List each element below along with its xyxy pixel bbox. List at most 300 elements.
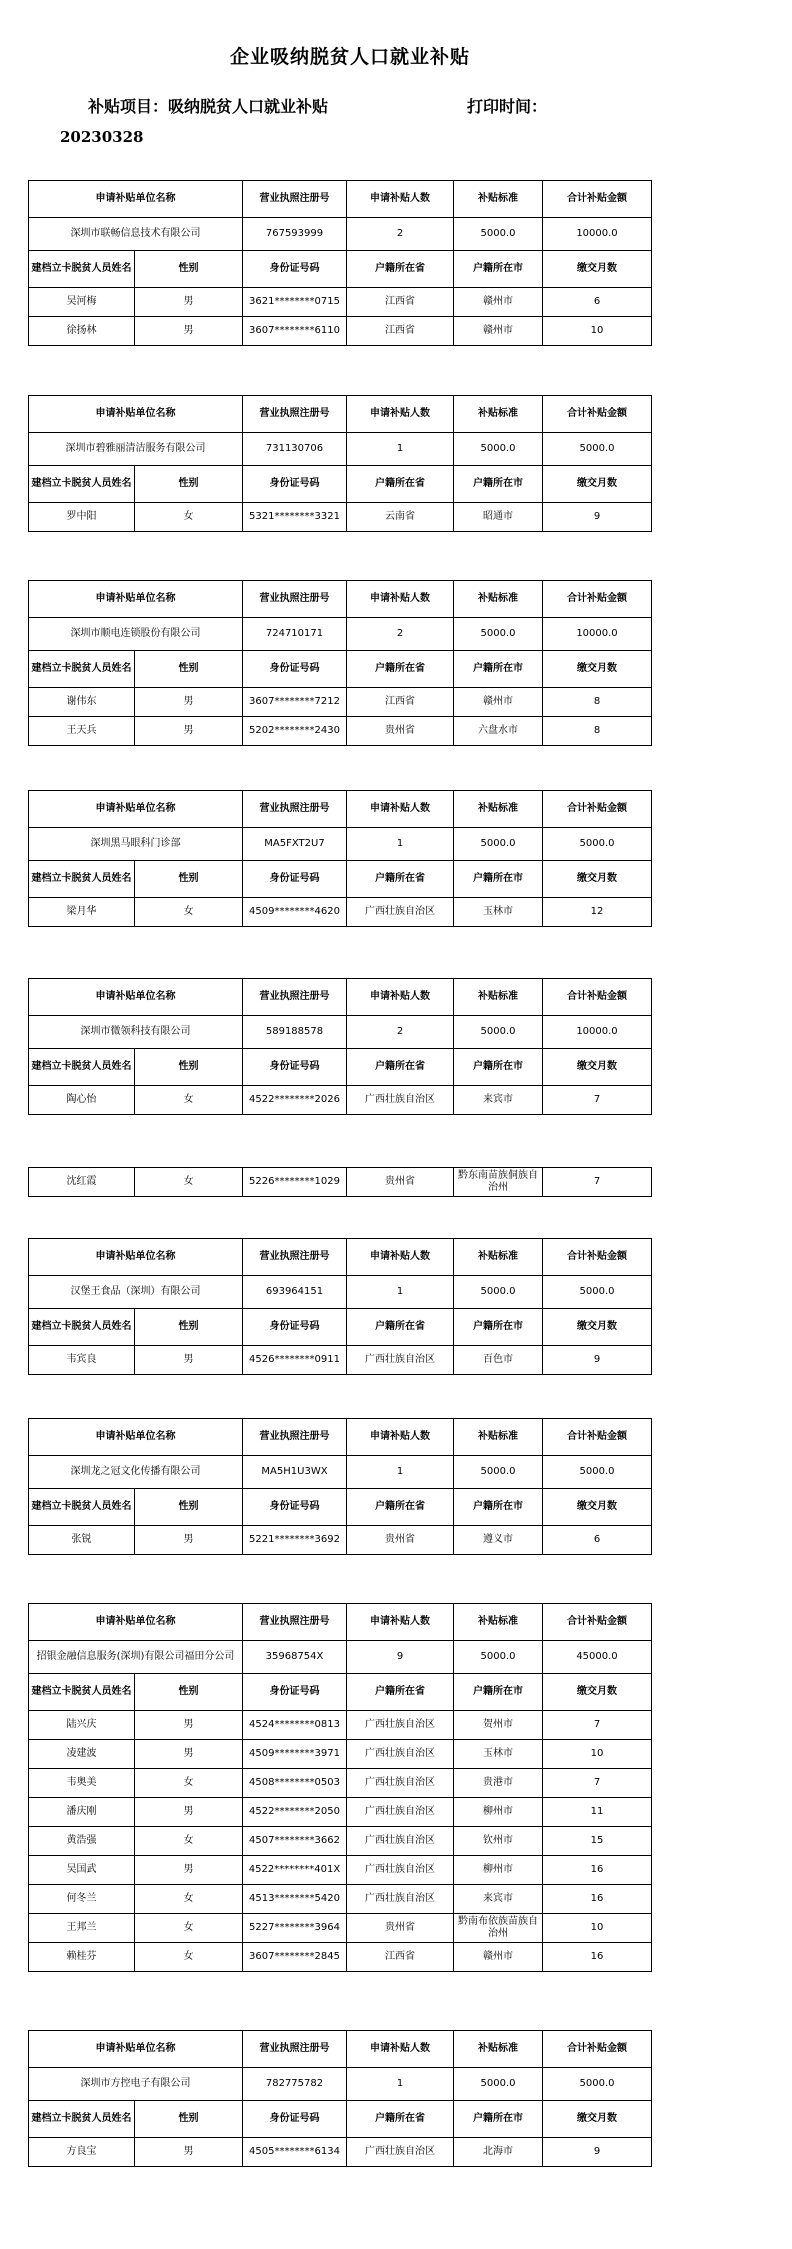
person-gender: 男 — [135, 317, 243, 346]
city-header: 户籍所在市 — [454, 861, 543, 898]
subsidy-standard: 5000.0 — [454, 433, 543, 466]
total-header: 合计补贴金额 — [543, 581, 652, 618]
person-gender: 女 — [135, 1914, 243, 1943]
person-name: 韦宾良 — [29, 1346, 135, 1375]
person-province: 广西壮族自治区 — [347, 1346, 454, 1375]
subsidy-total: 10000.0 — [543, 618, 652, 651]
person-months: 12 — [543, 898, 652, 927]
license-header: 营业执照注册号 — [243, 396, 347, 433]
person-name: 罗中阳 — [29, 503, 135, 532]
person-row — [29, 688, 652, 717]
province-header: 户籍所在省 — [347, 466, 454, 503]
months-header: 缴交月数 — [543, 651, 652, 688]
subsidy-block — [28, 1418, 652, 1555]
company-row — [29, 1016, 652, 1049]
person-header-row — [29, 1489, 652, 1526]
person-gender: 女 — [135, 1168, 243, 1197]
person-gender: 男 — [135, 717, 243, 746]
city-header: 户籍所在市 — [454, 1489, 543, 1526]
person-province: 广西壮族自治区 — [347, 1086, 454, 1115]
person-row — [29, 1526, 652, 1555]
meta-line — [88, 94, 548, 117]
person-header-row — [29, 251, 652, 288]
person-months: 6 — [543, 288, 652, 317]
person-months: 7 — [543, 1711, 652, 1740]
company-header: 申请补贴单位名称 — [29, 581, 243, 618]
person-gender: 男 — [135, 1346, 243, 1375]
person-id: 5221********3692 — [243, 1526, 347, 1555]
person-name: 陆兴庆 — [29, 1711, 135, 1740]
person-city: 北海市 — [454, 2138, 543, 2167]
applicant-count: 2 — [347, 218, 454, 251]
company-name: 汉堡王食品（深圳）有限公司 — [29, 1276, 243, 1309]
person-id: 3621********0715 — [243, 288, 347, 317]
person-province: 江西省 — [347, 1943, 454, 1972]
standard-header: 补贴标准 — [454, 979, 543, 1016]
license-number: 724710171 — [243, 618, 347, 651]
gender-header: 性别 — [135, 861, 243, 898]
person-row — [29, 1827, 652, 1856]
person-city: 赣州市 — [454, 1943, 543, 1972]
company-header: 申请补贴单位名称 — [29, 791, 243, 828]
gender-header: 性别 — [135, 651, 243, 688]
id-header: 身份证号码 — [243, 466, 347, 503]
person-id: 5227********3964 — [243, 1914, 347, 1943]
company-header-row — [29, 581, 652, 618]
person-row — [29, 1711, 652, 1740]
subsidy-block — [28, 180, 652, 346]
count-header: 申请补贴人数 — [347, 791, 454, 828]
gender-header: 性别 — [135, 1489, 243, 1526]
person-id: 4522********2050 — [243, 1798, 347, 1827]
person-id: 4507********3662 — [243, 1827, 347, 1856]
person-name: 梁月华 — [29, 898, 135, 927]
person-name: 张锐 — [29, 1526, 135, 1555]
person-months: 10 — [543, 1740, 652, 1769]
count-header: 申请补贴人数 — [347, 1604, 454, 1641]
subsidy-total: 5000.0 — [543, 1276, 652, 1309]
person-months: 7 — [543, 1769, 652, 1798]
subsidy-total: 5000.0 — [543, 828, 652, 861]
person-gender: 女 — [135, 898, 243, 927]
license-header: 营业执照注册号 — [243, 581, 347, 618]
count-header: 申请补贴人数 — [347, 396, 454, 433]
city-header: 户籍所在市 — [454, 1049, 543, 1086]
person-months: 10 — [543, 317, 652, 346]
license-header: 营业执照注册号 — [243, 1604, 347, 1641]
company-row — [29, 433, 652, 466]
person-months: 8 — [543, 717, 652, 746]
person-city: 黔东南苗族侗族自治州 — [454, 1168, 543, 1197]
standard-header: 补贴标准 — [454, 1419, 543, 1456]
standard-header: 补贴标准 — [454, 791, 543, 828]
person-months: 11 — [543, 1798, 652, 1827]
standard-header: 补贴标准 — [454, 1604, 543, 1641]
company-name: 深圳黑马眼科门诊部 — [29, 828, 243, 861]
person-city: 赣州市 — [454, 288, 543, 317]
company-name: 深圳市微领科技有限公司 — [29, 1016, 243, 1049]
person-months: 6 — [543, 1526, 652, 1555]
subsidy-total: 5000.0 — [543, 1456, 652, 1489]
person-name: 谢伟东 — [29, 688, 135, 717]
province-header: 户籍所在省 — [347, 651, 454, 688]
subsidy-total: 5000.0 — [543, 2068, 652, 2101]
person-name: 何冬兰 — [29, 1885, 135, 1914]
province-header: 户籍所在省 — [347, 861, 454, 898]
city-header: 户籍所在市 — [454, 251, 543, 288]
gender-header: 性别 — [135, 1049, 243, 1086]
company-header: 申请补贴单位名称 — [29, 181, 243, 218]
city-header: 户籍所在市 — [454, 651, 543, 688]
person-city: 贺州市 — [454, 1711, 543, 1740]
person-row — [29, 1769, 652, 1798]
company-header-row — [29, 396, 652, 433]
months-header: 缴交月数 — [543, 251, 652, 288]
subsidy-block — [28, 1238, 652, 1375]
count-header: 申请补贴人数 — [347, 1239, 454, 1276]
person-city: 贵港市 — [454, 1769, 543, 1798]
person-province: 广西壮族自治区 — [347, 2138, 454, 2167]
company-row — [29, 1456, 652, 1489]
person-gender: 女 — [135, 1943, 243, 1972]
person-name: 陶心怡 — [29, 1086, 135, 1115]
total-header: 合计补贴金额 — [543, 396, 652, 433]
id-header: 身份证号码 — [243, 1049, 347, 1086]
person-city: 柳州市 — [454, 1798, 543, 1827]
person-id: 4526********0911 — [243, 1346, 347, 1375]
count-header: 申请补贴人数 — [347, 1419, 454, 1456]
person-name-header: 建档立卡脱贫人员姓名 — [29, 251, 135, 288]
continuation-row-table — [28, 1167, 652, 1197]
person-months: 7 — [543, 1086, 652, 1115]
person-city: 昭通市 — [454, 503, 543, 532]
person-id: 4513********5420 — [243, 1885, 347, 1914]
months-header: 缴交月数 — [543, 1309, 652, 1346]
person-gender: 男 — [135, 688, 243, 717]
person-name: 吴河梅 — [29, 288, 135, 317]
person-row — [29, 2138, 652, 2167]
applicant-count: 2 — [347, 618, 454, 651]
company-name: 深圳市顺电连锁股份有限公司 — [29, 618, 243, 651]
person-id: 3607********6110 — [243, 317, 347, 346]
person-months: 7 — [543, 1168, 652, 1197]
person-province: 贵州省 — [347, 1168, 454, 1197]
person-name: 凌建波 — [29, 1740, 135, 1769]
person-gender: 男 — [135, 2138, 243, 2167]
city-header: 户籍所在市 — [454, 1309, 543, 1346]
person-row — [29, 1798, 652, 1827]
gender-header: 性别 — [135, 466, 243, 503]
company-row — [29, 1641, 652, 1674]
print-time-label: 打印时间： — [467, 97, 548, 116]
gender-header: 性别 — [135, 2101, 243, 2138]
person-name-header: 建档立卡脱贫人员姓名 — [29, 651, 135, 688]
months-header: 缴交月数 — [543, 1049, 652, 1086]
province-header: 户籍所在省 — [347, 251, 454, 288]
company-row — [29, 218, 652, 251]
license-number: 731130706 — [243, 433, 347, 466]
subsidy-standard: 5000.0 — [454, 828, 543, 861]
total-header: 合计补贴金额 — [543, 181, 652, 218]
license-number: 693964151 — [243, 1276, 347, 1309]
person-months: 16 — [543, 1856, 652, 1885]
person-city: 赣州市 — [454, 688, 543, 717]
company-row — [29, 618, 652, 651]
company-header-row — [29, 979, 652, 1016]
person-row — [29, 1740, 652, 1769]
company-header-row — [29, 1604, 652, 1641]
license-number: 782775782 — [243, 2068, 347, 2101]
person-gender: 女 — [135, 503, 243, 532]
company-row — [29, 2068, 652, 2101]
person-city: 玉林市 — [454, 898, 543, 927]
applicant-count: 1 — [347, 433, 454, 466]
person-province: 贵州省 — [347, 717, 454, 746]
total-header: 合计补贴金额 — [543, 1604, 652, 1641]
person-gender: 女 — [135, 1769, 243, 1798]
person-header-row — [29, 1309, 652, 1346]
gender-header: 性别 — [135, 1309, 243, 1346]
person-header-row — [29, 1049, 652, 1086]
person-name: 王天兵 — [29, 717, 135, 746]
gender-header: 性别 — [135, 1674, 243, 1711]
applicant-count: 1 — [347, 828, 454, 861]
person-name-header: 建档立卡脱贫人员姓名 — [29, 1049, 135, 1086]
person-city: 玉林市 — [454, 1740, 543, 1769]
gender-header: 性别 — [135, 251, 243, 288]
person-name: 沈红霞 — [29, 1168, 135, 1197]
person-gender: 女 — [135, 1885, 243, 1914]
months-header: 缴交月数 — [543, 466, 652, 503]
person-city: 黔南布依族苗族自治州 — [454, 1914, 543, 1943]
person-city: 百色市 — [454, 1346, 543, 1375]
person-months: 9 — [543, 503, 652, 532]
count-header: 申请补贴人数 — [347, 581, 454, 618]
person-name: 韦奥美 — [29, 1769, 135, 1798]
province-header: 户籍所在省 — [347, 1049, 454, 1086]
total-header: 合计补贴金额 — [543, 2031, 652, 2068]
subsidy-block — [28, 978, 652, 1115]
person-gender: 男 — [135, 1526, 243, 1555]
province-header: 户籍所在省 — [347, 1489, 454, 1526]
license-number: 35968754X — [243, 1641, 347, 1674]
person-row — [29, 1856, 652, 1885]
person-months: 16 — [543, 1885, 652, 1914]
applicant-count: 1 — [347, 1456, 454, 1489]
person-header-row — [29, 2101, 652, 2138]
total-header: 合计补贴金额 — [543, 1239, 652, 1276]
company-row — [29, 828, 652, 861]
company-header: 申请补贴单位名称 — [29, 979, 243, 1016]
company-name: 深圳市联畅信息技术有限公司 — [29, 218, 243, 251]
person-gender: 女 — [135, 1086, 243, 1115]
person-province: 广西壮族自治区 — [347, 898, 454, 927]
subsidy-block — [28, 790, 652, 927]
person-name: 潘庆刚 — [29, 1798, 135, 1827]
company-name: 深圳市碧雅丽清洁服务有限公司 — [29, 433, 243, 466]
province-header: 户籍所在省 — [347, 1309, 454, 1346]
person-months: 16 — [543, 1943, 652, 1972]
person-name: 王邦兰 — [29, 1914, 135, 1943]
person-province: 云南省 — [347, 503, 454, 532]
subsidy-standard: 5000.0 — [454, 2068, 543, 2101]
person-province: 广西壮族自治区 — [347, 1856, 454, 1885]
person-name-header: 建档立卡脱贫人员姓名 — [29, 1674, 135, 1711]
page-title: 企业吸纳脱贫人口就业补贴 — [229, 46, 470, 68]
person-row — [29, 503, 652, 532]
company-header-row — [29, 181, 652, 218]
subsidy-total: 45000.0 — [543, 1641, 652, 1674]
count-header: 申请补贴人数 — [347, 2031, 454, 2068]
subsidy-block — [28, 1603, 652, 1972]
person-name-header: 建档立卡脱贫人员姓名 — [29, 1309, 135, 1346]
company-header-row — [29, 1239, 652, 1276]
company-header: 申请补贴单位名称 — [29, 396, 243, 433]
license-header: 营业执照注册号 — [243, 1419, 347, 1456]
subsidy-block — [28, 2030, 652, 2167]
company-header-row — [29, 1419, 652, 1456]
person-months: 8 — [543, 688, 652, 717]
subsidy-total: 10000.0 — [543, 1016, 652, 1049]
person-city: 来宾市 — [454, 1885, 543, 1914]
license-header: 营业执照注册号 — [243, 2031, 347, 2068]
total-header: 合计补贴金额 — [543, 791, 652, 828]
person-id: 4509********3971 — [243, 1740, 347, 1769]
applicant-count: 1 — [347, 2068, 454, 2101]
id-header: 身份证号码 — [243, 1674, 347, 1711]
person-months: 15 — [543, 1827, 652, 1856]
license-number: 589188578 — [243, 1016, 347, 1049]
person-id: 3607********2845 — [243, 1943, 347, 1972]
person-row — [29, 1943, 652, 1972]
province-header: 户籍所在省 — [347, 2101, 454, 2138]
subsidy-standard: 5000.0 — [454, 618, 543, 651]
company-name: 深圳市方控电子有限公司 — [29, 2068, 243, 2101]
company-header: 申请补贴单位名称 — [29, 1419, 243, 1456]
person-gender: 男 — [135, 1798, 243, 1827]
person-province: 贵州省 — [347, 1914, 454, 1943]
person-id: 4522********2026 — [243, 1086, 347, 1115]
company-header-row — [29, 791, 652, 828]
person-name-header: 建档立卡脱贫人员姓名 — [29, 1489, 135, 1526]
person-row — [29, 1346, 652, 1375]
person-months: 9 — [543, 1346, 652, 1375]
person-row — [29, 1914, 652, 1943]
license-number: 767593999 — [243, 218, 347, 251]
person-city: 六盘水市 — [454, 717, 543, 746]
person-id: 4509********4620 — [243, 898, 347, 927]
person-city: 柳州市 — [454, 1856, 543, 1885]
person-city: 遵义市 — [454, 1526, 543, 1555]
person-header-row — [29, 651, 652, 688]
months-header: 缴交月数 — [543, 1489, 652, 1526]
person-row — [29, 1168, 652, 1197]
city-header: 户籍所在市 — [454, 2101, 543, 2138]
subsidy-standard: 5000.0 — [454, 1016, 543, 1049]
id-header: 身份证号码 — [243, 651, 347, 688]
person-row — [29, 1086, 652, 1115]
person-id: 4508********0503 — [243, 1769, 347, 1798]
subsidy-standard: 5000.0 — [454, 1641, 543, 1674]
person-row — [29, 898, 652, 927]
id-header: 身份证号码 — [243, 1489, 347, 1526]
company-name: 招银金融信息服务(深圳)有限公司福田分公司 — [29, 1641, 243, 1674]
license-header: 营业执照注册号 — [243, 1239, 347, 1276]
months-header: 缴交月数 — [543, 2101, 652, 2138]
person-id: 3607********7212 — [243, 688, 347, 717]
person-row — [29, 288, 652, 317]
person-province: 贵州省 — [347, 1526, 454, 1555]
person-province: 广西壮族自治区 — [347, 1740, 454, 1769]
company-header: 申请补贴单位名称 — [29, 2031, 243, 2068]
months-header: 缴交月数 — [543, 1674, 652, 1711]
subsidy-standard: 5000.0 — [454, 218, 543, 251]
person-row — [29, 1885, 652, 1914]
company-name: 深圳龙之冠文化传播有限公司 — [29, 1456, 243, 1489]
person-id: 4522********401X — [243, 1856, 347, 1885]
id-header: 身份证号码 — [243, 861, 347, 898]
person-header-row — [29, 861, 652, 898]
company-header: 申请补贴单位名称 — [29, 1239, 243, 1276]
person-gender: 男 — [135, 1740, 243, 1769]
person-city: 赣州市 — [454, 317, 543, 346]
person-id: 5226********1029 — [243, 1168, 347, 1197]
person-months: 10 — [543, 1914, 652, 1943]
province-header: 户籍所在省 — [347, 1674, 454, 1711]
person-province: 江西省 — [347, 688, 454, 717]
person-name: 黄浩强 — [29, 1827, 135, 1856]
person-province: 广西壮族自治区 — [347, 1711, 454, 1740]
person-name-header: 建档立卡脱贫人员姓名 — [29, 466, 135, 503]
months-header: 缴交月数 — [543, 861, 652, 898]
standard-header: 补贴标准 — [454, 581, 543, 618]
standard-header: 补贴标准 — [454, 1239, 543, 1276]
person-province: 江西省 — [347, 317, 454, 346]
standard-header: 补贴标准 — [454, 181, 543, 218]
license-header: 营业执照注册号 — [243, 181, 347, 218]
person-province: 江西省 — [347, 288, 454, 317]
total-header: 合计补贴金额 — [543, 979, 652, 1016]
total-header: 合计补贴金额 — [543, 1419, 652, 1456]
person-city: 来宾市 — [454, 1086, 543, 1115]
company-header: 申请补贴单位名称 — [29, 1604, 243, 1641]
id-header: 身份证号码 — [243, 2101, 347, 2138]
company-header-row — [29, 2031, 652, 2068]
person-gender: 女 — [135, 1827, 243, 1856]
count-header: 申请补贴人数 — [347, 979, 454, 1016]
person-header-row — [29, 1674, 652, 1711]
subsidy-total: 10000.0 — [543, 218, 652, 251]
company-row — [29, 1276, 652, 1309]
subsidy-block — [28, 580, 652, 746]
print-date: 20230328 — [60, 128, 144, 146]
id-header: 身份证号码 — [243, 251, 347, 288]
person-name-header: 建档立卡脱贫人员姓名 — [29, 2101, 135, 2138]
person-name-header: 建档立卡脱贫人员姓名 — [29, 861, 135, 898]
person-gender: 男 — [135, 1856, 243, 1885]
license-header: 营业执照注册号 — [243, 791, 347, 828]
person-header-row — [29, 466, 652, 503]
subsidy-standard: 5000.0 — [454, 1276, 543, 1309]
city-header: 户籍所在市 — [454, 1674, 543, 1711]
person-name: 吴国武 — [29, 1856, 135, 1885]
count-header: 申请补贴人数 — [347, 181, 454, 218]
standard-header: 补贴标准 — [454, 396, 543, 433]
subsidy-block — [28, 395, 652, 532]
subsidy-total: 5000.0 — [543, 433, 652, 466]
city-header: 户籍所在市 — [454, 466, 543, 503]
person-province: 广西壮族自治区 — [347, 1827, 454, 1856]
